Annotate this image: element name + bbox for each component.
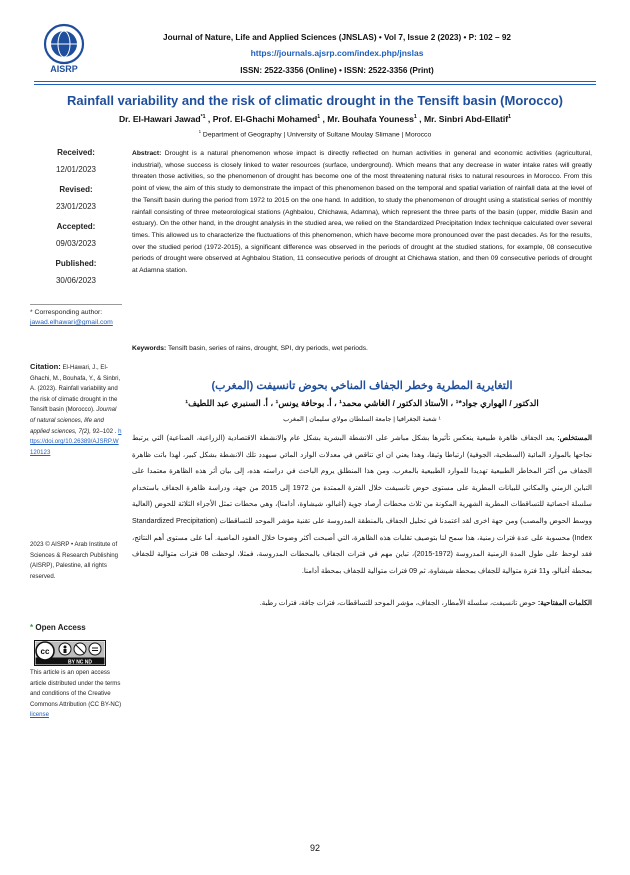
accepted-date: 09/03/2023 <box>55 239 97 248</box>
revised-date: 23/01/2023 <box>55 202 97 211</box>
journal-line: Journal of Nature, Life and Applied Sciences (JNSLAS) • Vol 7, Issue 2 (2023) • P: 102 – 92 <box>163 33 511 42</box>
arabic-authors: الدكتور / الهواري جواد*¹ ، الأستاذ الدكتور / الغاشي محمد¹ ، أ. بوحافة يونس¹ ، أ. السنبري عبد اللطيف¹ <box>185 398 539 408</box>
author-3: , Mr. Bouhafa Youness <box>322 114 414 124</box>
keywords-ar-label: الكلمات المفتاحية: <box>537 599 592 607</box>
nd-icon <box>89 643 101 655</box>
affiliation-sup: 1 <box>198 129 202 134</box>
abstract-text: Drought is a natural phenomenon whose impact is directly reflected on human activities in general and economic activities (agricultural, industrial), whose success is closely linked to water resources (surface, underground). Which means that any decrease in water intake rates will greatly threaten those activities, so the phenomenon of drought has become one of the most threatening natural risks to natural resources in Morocco. From this point of view, the aim of this study to demonstrate the impact of this phenomenon based on the temporal and spatial variation of rainfall data at the level of the Tensift basin during the period from 1972 to 2015 on the one hand. In addition, to study the phenomenon of drought using a statistical series of monthly rainfall consisting of three meteorological stations (Aghbalou, Chichawa, Adamna), which represent the three parts of the basin (upper, middle Basin and estuary). On the other hand, in the drought analysis in the studied area, we relied on the Standardized Precipitation Index technique calculated over several times. This allowed us to characterize the fluctuations of this phenomenon, which have become more pronounced over the past decades. As for the results, over the studied period (1972-2015), a significant difference was observed in the periods of drought at the studied stations, for example, 08 consecutive periods of drought were observed at Aghbalou Station, 11 consecutive periods of drought at Chichawa station, and then 09 consecutive periods of drought at Adamna station. <box>132 150 592 275</box>
author-list <box>34 114 596 124</box>
page-number: 92 <box>309 843 320 853</box>
copyright-notice: 2023 © AISRP • Arab Institute of Sciences & Research Publishing (AISRP), Palestine, all rights reserved. <box>30 541 119 580</box>
abstract-ar-label: المستخلص: <box>557 434 592 442</box>
citation-doi-link[interactable]: https://doi.org/10.26389/AJSRP.W120123 <box>30 427 122 456</box>
cc-sub-text: BY NC ND <box>67 659 93 666</box>
license-text: This article is an open access article distributed under the terms and conditions of the Creative Commons Attribution (CC BY-NC) <box>30 669 122 708</box>
corr-email-link[interactable]: jawad.elhawari@gmail.com <box>30 319 113 326</box>
author-4: , Mr. Sinbri Abd-Ellatif <box>419 114 509 124</box>
affiliation <box>34 129 596 138</box>
keywords-ar <box>132 597 592 609</box>
logo-text: AISRP <box>50 64 78 74</box>
open-access-label: Open Access <box>33 623 86 632</box>
arabic-title: التغايرية المطرية وخطر الجفاف المناخي بحوض تانسيفت (المغرب) <box>211 380 513 392</box>
citation-pages: 92–102 . <box>90 427 117 435</box>
paper-title: Rainfall variability and the risk of climatic drought in the Tensift basin (Morocco) <box>67 93 563 108</box>
corresponding-author <box>30 308 122 328</box>
corr-label: * Corresponding author: <box>30 309 103 316</box>
license-notice <box>30 668 122 721</box>
cc-license-badge-icon[interactable] <box>34 640 106 666</box>
author-3-sup: 1 <box>413 114 417 121</box>
cc-text: cc <box>40 647 50 656</box>
journal-url[interactable]: https://journals.ajsrp.com/index.php/jnslas <box>250 48 424 58</box>
author-1-sup: *1 <box>200 114 206 121</box>
keywords-en <box>132 343 592 354</box>
affiliation-text: Department of Geography | University of Sultane Moulay Slimane | Morocco <box>201 131 432 139</box>
issn-line: ISSN: 2522-3356 (Online) • ISSN: 2522-3356 (Print) <box>240 66 434 75</box>
sidebar-divider <box>30 304 122 305</box>
arabic-affiliation: ¹ شعبة الجغرافيا | جامعة السلطان مولاي سليمان | المغرب <box>283 416 441 423</box>
author-4-sup: 1 <box>508 114 512 121</box>
open-access-heading <box>30 623 122 632</box>
published-date: 30/06/2023 <box>55 276 97 285</box>
revised-label: Revised: <box>59 185 93 194</box>
keywords-label: Keywords: <box>132 345 167 352</box>
abstract-ar-text: يعد الجفاف ظاهرة طبيعية ينعكس تأثيرها بشكل مباشر على الانشطة البشرية بشكل عام والانشطة الاقتصادية (الزراعية، الصناعية) التي يرتبط نجاحها بالموارد المائية (السطحية، الجوفية) ارتباطا وثيقا، وهذا يعني ان اي تناقص في معدلات الوارد المائي سيهدد تلك الانشطة بشكل كبير، لهذا باتت ظاهرة الجفاف من أكثر المخاطر الطبيعية تهديدا للموارد الطبيعية بالمغرب. ومن هذا المنطلق يروم الباحث في دراسته هذه، إلى بيان أثر هذه الظاهرة معتمدا على التباين الزمني والمكاني للبيانات المطرية على مستوى حوض تانسيفت خلال الفترة الممتدة من 1972 إلى 2015 من جهة، ودراسة ظاهرة الجفاف باستخدام سلسلة احصائية للتساقطات المطرية الشهرية المكونة من ثلاث محطات أرصاد جوية (أغبالو، شيشاوة، أدامنا)، وهي محطات تمثل الأجزاء الثلاثة للحوض (العالية ووسط الحوض والمصب) ومن جهة اخرى لقد اعتمدنا في تحليل الجفاف بالمنطقة المدروسة على تقنية مؤشر الموحد للتساقطات (Standardized Precipitation Index) محسوبة على عدة فترات زمنية، هذا سمح لنا بتوصيف تقلبات هذه الظاهرة، التي أصبحت أكثر وضوحا خلال العقود الماضية. أما على مستوى أهم النتائج، فقد لوحظ على طول المدة الزمنية المدروسة (1972-2015)، تباين مهم في فترات الجفاف بالمحطات المدروسة، فمثلا، لوحظت 08 فترات متوالية للجفاف بمحطة أغبالو، و11 فترة متوالية للجفاف بمحطة شيشاوة، ثم 09 فترات متوالية للجفاف بمحطة أدامنا. <box>132 434 592 575</box>
published-label: Published: <box>55 259 97 268</box>
author-2-sup: 1 <box>317 114 321 121</box>
author-2: , Prof. El-Ghachi Mohamed <box>207 114 318 124</box>
accepted-label: Accepted: <box>56 222 96 231</box>
citation-label: Citation: <box>30 362 61 371</box>
citation-block <box>30 362 122 458</box>
citation-authors: El-Hawari, J., El-Ghachi, M., Bouhafa, Y., & Sinbri, A. (2023). Rainfall variability and the risk of climatic drought in the Tensift basin (Morocco). <box>30 364 121 414</box>
abstract-en <box>132 148 592 277</box>
open-access-star-icon: * <box>30 623 34 632</box>
by-person-body <box>64 649 67 653</box>
received-label: Received: <box>57 148 95 157</box>
header-rule-thin <box>34 84 596 85</box>
abstract-label: Abstract: <box>132 150 162 157</box>
author-1: Dr. El-Hawari Jawad <box>118 114 201 124</box>
keywords-text: Tensift basin, series of rains, drought, SPI, dry periods, wet periods. <box>166 345 368 352</box>
citation-journal: Journal of natural sciences, life and applied sciences, 7(2), <box>30 406 117 435</box>
keywords-ar-text: حوض تانسيفت، سلسلة الأمطار، الجفاف، مؤشر الموحد للتساقطات، فترات جافة، فترات رطبة. <box>259 599 538 607</box>
by-person-head <box>64 646 67 649</box>
received-date: 12/01/2023 <box>55 165 97 174</box>
header-rule <box>34 81 596 82</box>
license-link[interactable]: license <box>30 711 49 719</box>
abstract-ar <box>132 430 592 579</box>
